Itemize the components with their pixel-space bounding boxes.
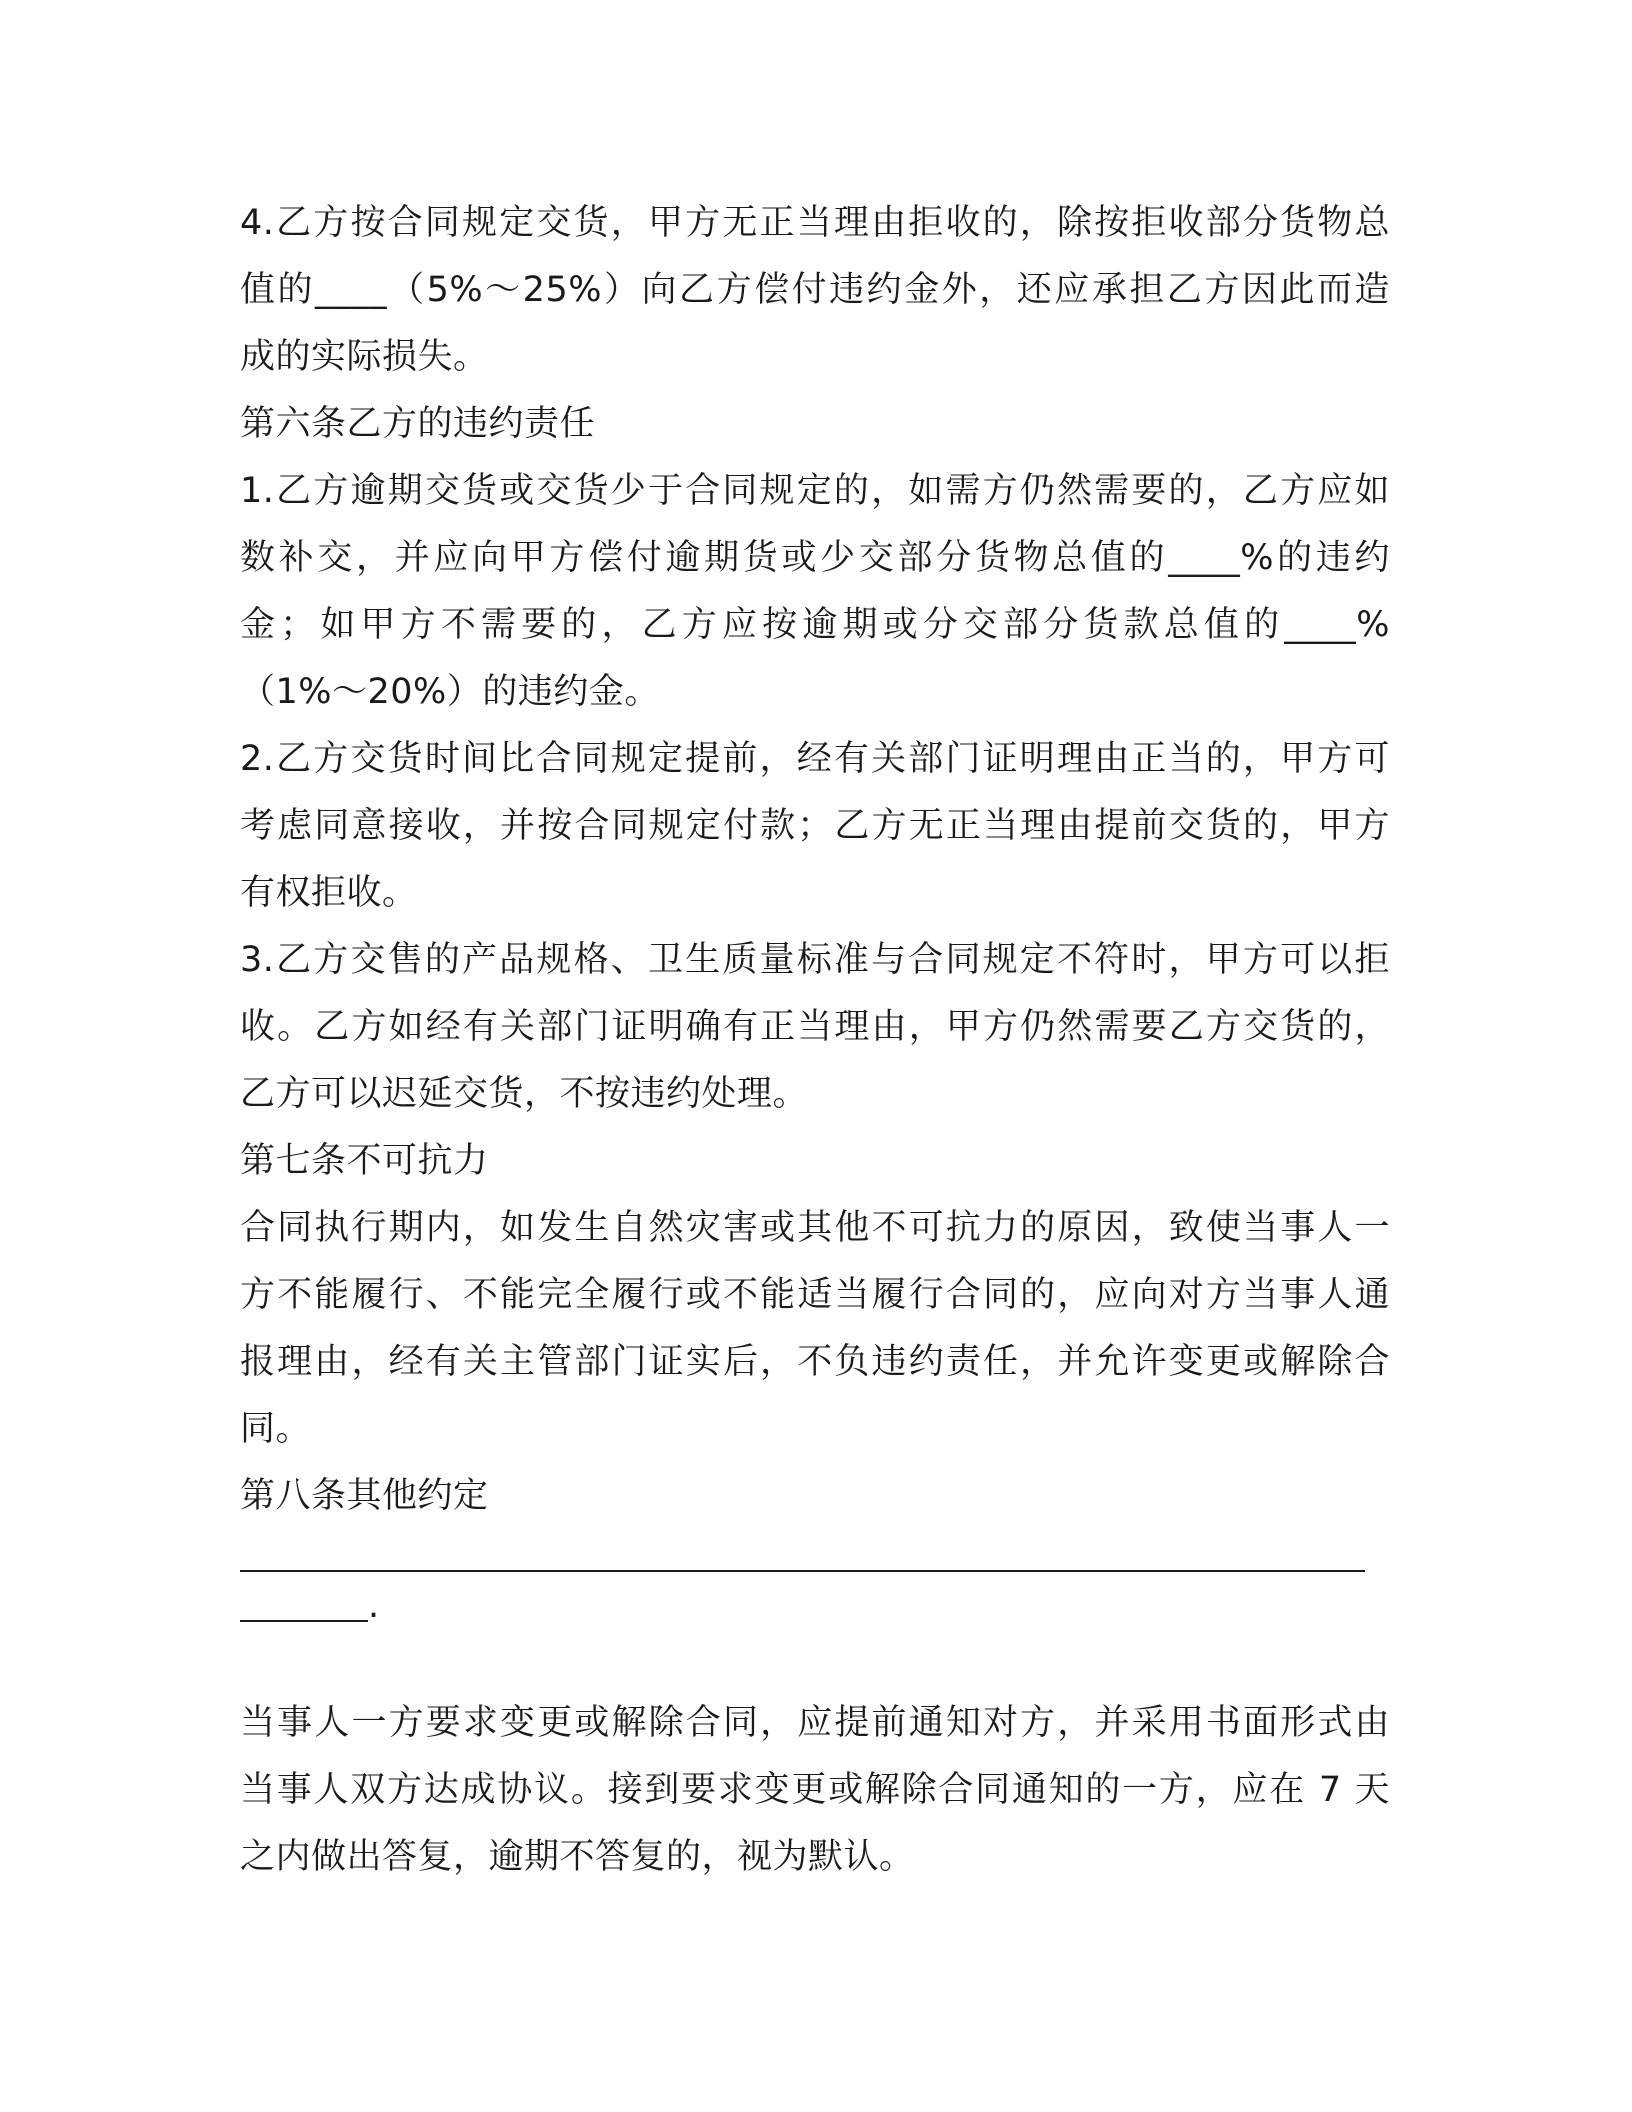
document-page <box>240 190 1390 1891</box>
clause7-heading: 第七条不可抗力 <box>240 1141 489 1181</box>
blank-rule-short <box>240 1620 368 1622</box>
clause5-item4-line3: 成的实际损失。 <box>240 337 489 377</box>
clause8-line1: 当事人一方要求变更或解除合同，应提前通知对方，并采用书面形式由 <box>240 1703 1390 1743</box>
clause6-item1-line2: 数补交，并应向甲方偿付逾期货或少交部分货物总值的____%的违约 <box>240 538 1390 578</box>
clause7-line4: 同。 <box>240 1409 312 1449</box>
clause7-line3: 报理由，经有关主管部门证实后，不负违约责任，并允许变更或解除合 <box>240 1342 1390 1382</box>
clause6-heading: 第六条乙方的违约责任 <box>240 404 596 444</box>
clause6-item2-line3: 有权拒收。 <box>240 873 418 913</box>
blank-rule-period: . <box>368 1586 380 1626</box>
clause6-item1-line1: 1.乙方逾期交货或交货少于合同规定的，如需方仍然需要的，乙方应如 <box>240 471 1390 511</box>
clause6-item3-line3: 乙方可以迟延交货，不按违约处理。 <box>240 1074 809 1114</box>
clause6-item2-line1: 2.乙方交货时间比合同规定提前，经有关部门证明理由正当的，甲方可 <box>240 739 1390 779</box>
clause6-item2-line2: 考虑同意接收，并按合同规定付款；乙方无正当理由提前交货的，甲方 <box>240 806 1390 846</box>
clause6-item3-line2: 收。乙方如经有关部门证明确有正当理由，甲方仍然需要乙方交货的， <box>240 1007 1390 1047</box>
clause5-item4-line2: 值的____（5%～25%）向乙方偿付违约金外，还应承担乙方因此而造 <box>240 270 1390 310</box>
clause6-item1-line3: 金；如甲方不需要的，乙方应按逾期或分交部分货款总值的____% <box>240 605 1390 645</box>
clause7-line2: 方不能履行、不能完全履行或不能适当履行合同的，应向对方当事人通 <box>240 1275 1390 1315</box>
clause6-item3-line1: 3.乙方交售的产品规格、卫生质量标准与合同规定不符时，甲方可以拒 <box>240 940 1390 980</box>
clause8-line2: 当事人双方达成协议。接到要求变更或解除合同通知的一方，应在 7 天 <box>240 1770 1390 1810</box>
clause8-heading: 第八条其他约定 <box>240 1476 489 1516</box>
clause7-line1: 合同执行期内，如发生自然灾害或其他不可抗力的原因，致使当事人一 <box>240 1208 1390 1248</box>
clause6-item1-line4: （1%～20%）的违约金。 <box>240 672 660 712</box>
clause8-blank-line <box>240 1530 1390 1620</box>
clause8-blank-line-end <box>240 1586 1390 1690</box>
clause8-line3: 之内做出答复，逾期不答复的，视为默认。 <box>240 1837 915 1877</box>
clause5-item4-line1: 4.乙方按合同规定交货，甲方无正当理由拒收的，除按拒收部分货物总 <box>240 203 1390 243</box>
blank-rule-long <box>240 1570 1365 1572</box>
